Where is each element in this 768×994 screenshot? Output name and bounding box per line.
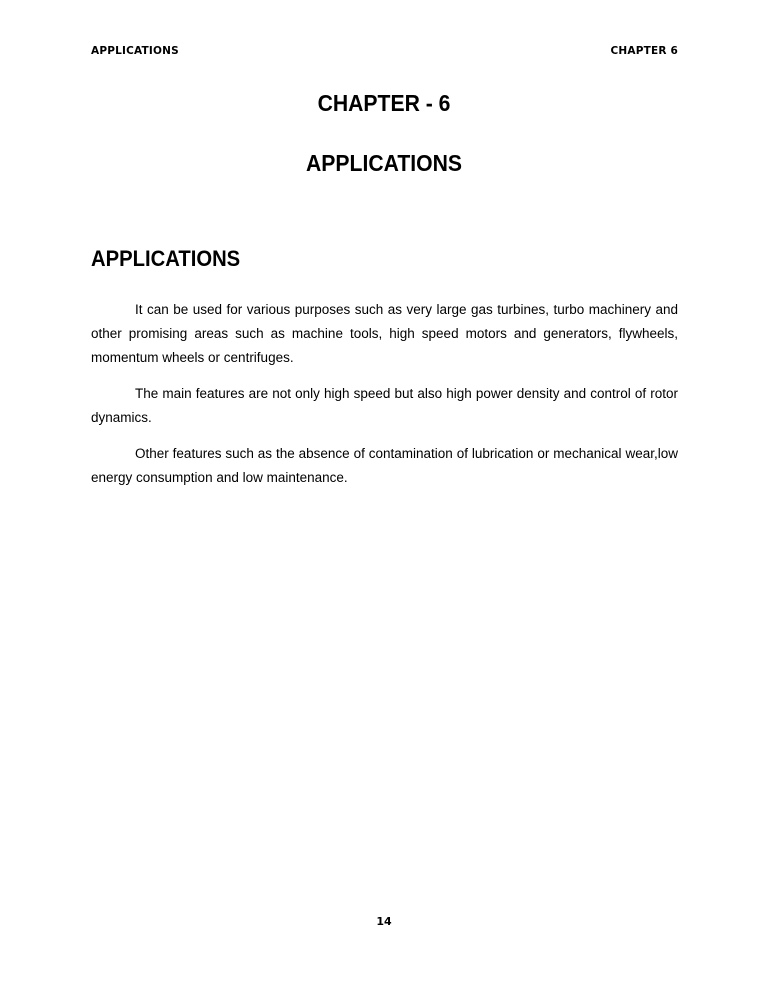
chapter-subtitle: APPLICATIONS <box>306 150 462 176</box>
header-chapter-label: CHAPTER 6 <box>610 45 678 57</box>
paragraph: It can be used for various purposes such as very large gas turbines, turbo machinery and other promising areas such as machine tools, high speed motors and generators, flywheels, momentum wheels or centrifuges. <box>91 302 678 365</box>
section-heading: APPLICATIONS <box>91 246 241 271</box>
header-section-title: APPLICATIONS <box>91 45 179 57</box>
paragraph: Other features such as the absence of contamination of lubrication or mechanical wear,low energy consumption and low maintenance. <box>91 446 678 485</box>
chapter-title: CHAPTER - 6 <box>317 90 451 116</box>
paragraph: The main features are not only high speed but also high power density and control of rotor dynamics. <box>91 386 678 425</box>
body-text <box>91 298 678 502</box>
page-number: 14 <box>376 915 392 928</box>
running-header <box>91 45 678 61</box>
